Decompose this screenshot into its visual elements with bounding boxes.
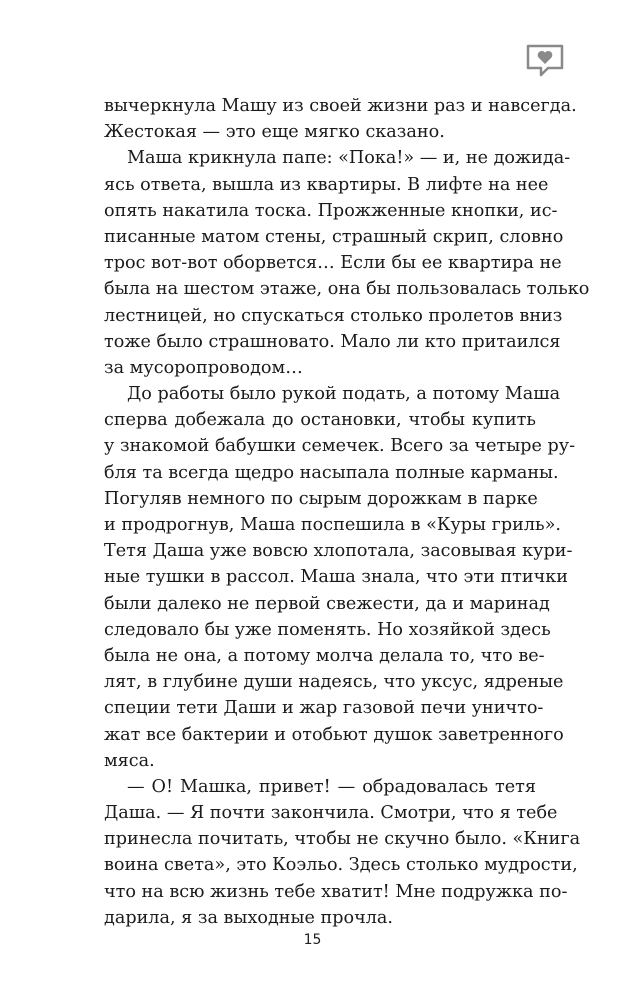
body-text bbox=[104, 93, 590, 931]
text-line: тоже было страшновато. Мало ли кто притаился bbox=[104, 331, 561, 352]
text-line: были далеко не первой свежести, да и маринад bbox=[104, 593, 550, 614]
text-line: мяса. bbox=[104, 750, 155, 771]
text-line: — О! Машка, привет! — обрадовалась тетя bbox=[127, 776, 536, 797]
text-line: сперва добежала до остановки, чтобы купить bbox=[104, 410, 536, 431]
text-line: опять накатила тоска. Прожженные кнопки, ис- bbox=[104, 200, 558, 221]
text-line: До работы было рукой подать, а потому Маша bbox=[127, 384, 561, 405]
text-line: ные тушки в рассол. Маша знала, что эти птички bbox=[104, 567, 569, 588]
text-line: следовало бы уже поменять. Но хозяйкой здесь bbox=[104, 619, 551, 640]
text-line: принесла почитать, чтобы не скучно было. «Книга bbox=[104, 829, 581, 850]
text-line: ясь ответа, вышла из квартиры. В лифте на нее bbox=[104, 174, 549, 195]
text-line: за мусоропроводом… bbox=[104, 357, 303, 378]
text-line: вычеркнула Машу из своей жизни раз и навсегда. bbox=[104, 96, 577, 116]
text-line: Маша крикнула папе: «Пока!» — и, не дожида- bbox=[127, 148, 571, 169]
text-line: что на всю жизнь тебе хватит! Мне подружка по- bbox=[104, 881, 568, 902]
text-line: писанные матом стены, страшный скрип, словно bbox=[104, 226, 564, 247]
text-line: трос вот-вот оборвется… Если бы ее квартира не bbox=[104, 253, 562, 274]
text-line: и продрогнув, Маша поспешила в «Куры гриль». bbox=[104, 515, 561, 535]
text-line: бля та всегда щедро насыпала полные карманы. bbox=[104, 462, 559, 483]
text-line: Тетя Даша уже вовсю хлопотала, засовывая кури- bbox=[104, 541, 573, 562]
text-line: у знакомой бабушки семечек. Всего за четыре ру- bbox=[104, 436, 576, 457]
text-line: жат все бактерии и отобьют душок заветренного bbox=[104, 724, 564, 745]
text-line: Погуляв немного по сырым дорожкам в парке bbox=[104, 488, 538, 509]
text-line: Жестокая — это еще мягко сказано. bbox=[104, 122, 445, 143]
text-line: была не она, а потому молча делала то, что ве- bbox=[104, 645, 545, 666]
text-line: воина света», это Коэльо. Здесь столько мудрости, bbox=[104, 855, 578, 876]
text-line: лят, в глубине души надеясь, что уксус, ядреные bbox=[104, 672, 564, 693]
speech-bubble-heart-icon bbox=[524, 42, 566, 80]
text-line: была на шестом этаже, она бы пользовалась только bbox=[104, 279, 590, 300]
text-line: специи тети Даши и жар газовой печи уничто- bbox=[104, 698, 544, 719]
text-line: лестницей, но спускаться столько пролетов вниз bbox=[104, 305, 563, 326]
page-number: 15 bbox=[303, 932, 322, 948]
text-line: дарила, я за выходные прочла. bbox=[104, 907, 393, 928]
text-line: Даша. — Я почти закончила. Смотри, что я тебе bbox=[104, 803, 558, 824]
